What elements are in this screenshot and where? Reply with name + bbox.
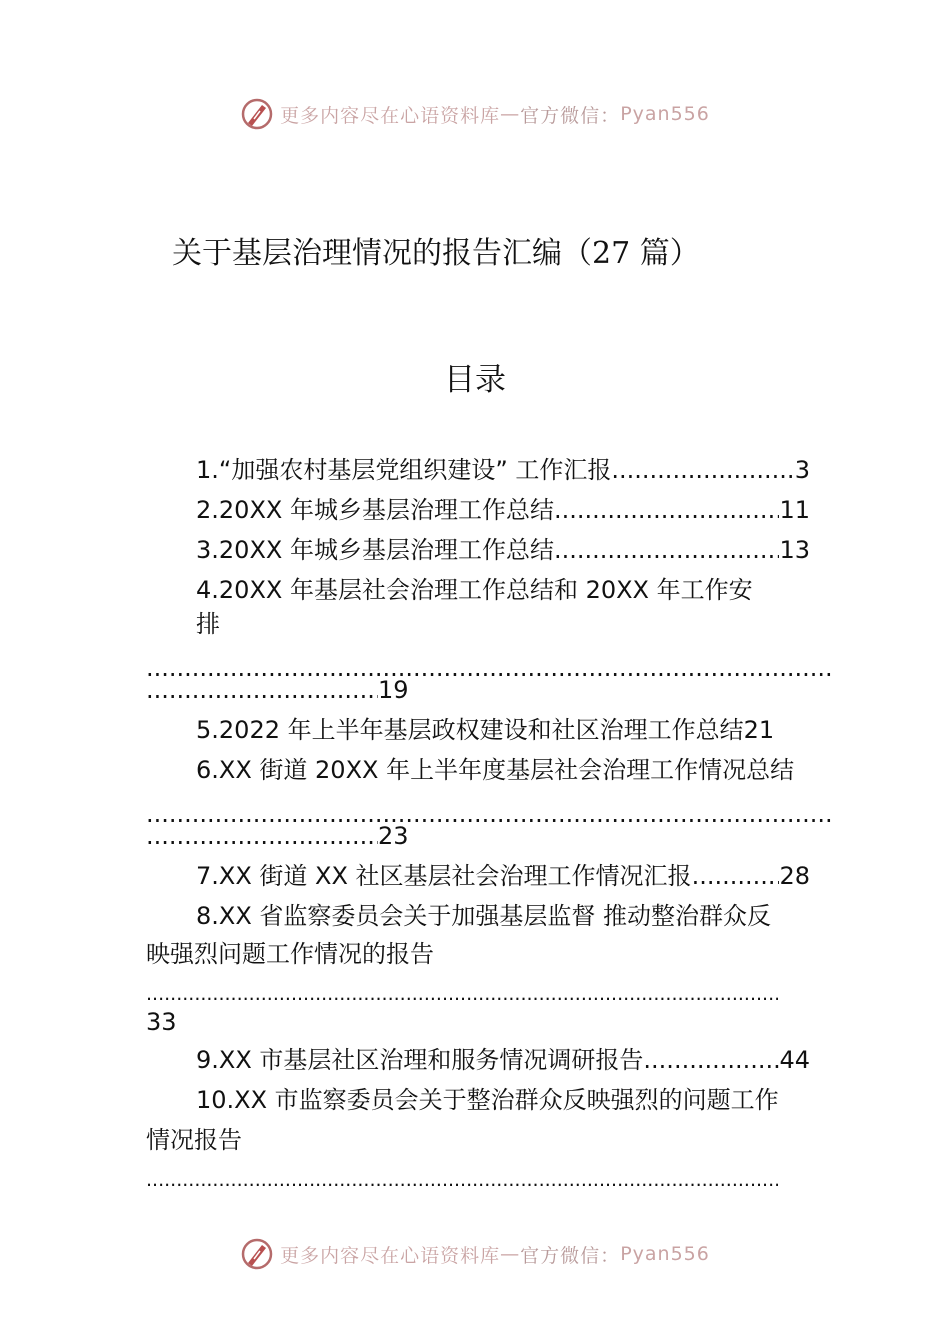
- toc-entry-text: 2.20XX 年城乡基层治理工作总结: [196, 496, 554, 524]
- toc-entry-page: 28: [779, 862, 810, 890]
- toc-entry[interactable]: [196, 714, 774, 746]
- toc-entry-page: 11: [779, 496, 810, 524]
- pen-logo-icon: [240, 1237, 274, 1271]
- toc-entry-page: 44: [779, 1046, 810, 1074]
- toc-leader: [611, 454, 794, 486]
- toc-entry-page: 3: [794, 456, 810, 484]
- toc-leader: [146, 820, 378, 852]
- watermark-separator: —: [500, 1243, 521, 1265]
- toc-leader: [554, 534, 780, 566]
- toc-leader: [692, 860, 780, 892]
- toc-entry[interactable]: [196, 534, 810, 566]
- toc-entry-page: 19: [378, 676, 409, 704]
- toc-entry-tail[interactable]: [146, 820, 409, 852]
- watermark-wechat: 官方微信：: [520, 1244, 621, 1267]
- watermark-text: 更多内容尽在心语资料库: [280, 104, 501, 127]
- toc-leader: [146, 674, 378, 706]
- watermark-id: Pyan556: [620, 1243, 710, 1265]
- toc-leader: [643, 1044, 779, 1076]
- toc-entry[interactable]: [196, 454, 810, 486]
- toc-entry-text: 5.2022 年上半年基层政权建设和社区治理工作总结: [196, 716, 744, 744]
- toc-entry-line2[interactable]: 排: [196, 610, 220, 638]
- watermark-id: Pyan556: [620, 103, 710, 125]
- pen-logo-icon: [240, 97, 274, 131]
- watermark-header: [0, 96, 950, 132]
- toc-entry-line1[interactable]: 6.XX 街道 20XX 年上半年度基层社会治理工作情况总结: [196, 756, 795, 784]
- toc-entry-text: 7.XX 街道 XX 社区基层社会治理工作情况汇报: [196, 862, 692, 890]
- toc-entry-tail[interactable]: [146, 674, 409, 706]
- toc-entry-text: 1.“加强农村基层党组织建设” 工作汇报: [196, 456, 612, 484]
- toc-heading: 目录: [444, 362, 506, 398]
- watermark-wechat: 官方微信：: [520, 104, 621, 127]
- toc-entry-line2[interactable]: 映强烈问题工作情况的报告: [146, 940, 434, 968]
- document-title: 关于基层治理情况的报告汇编（27 篇）: [172, 236, 700, 271]
- watermark-separator: —: [500, 103, 521, 125]
- toc-entry-page: 13: [779, 536, 810, 564]
- toc-entry[interactable]: [196, 860, 810, 892]
- toc-entry-text: 9.XX 市基层社区治理和服务情况调研报告: [196, 1046, 644, 1074]
- watermark-text: 更多内容尽在心语资料库: [280, 1244, 501, 1267]
- toc-entry[interactable]: [196, 1044, 810, 1076]
- toc-entry-line1[interactable]: 4.20XX 年基层社会治理工作总结和 20XX 年工作安: [196, 576, 753, 604]
- toc-entry-text: 3.20XX 年城乡基层治理工作总结: [196, 536, 554, 564]
- toc-entry-line1[interactable]: 10.XX 市监察委员会关于整治群众反映强烈的问题工作: [196, 1086, 779, 1114]
- toc-entry-page[interactable]: 33: [146, 1008, 177, 1036]
- toc-leader: [554, 494, 780, 526]
- toc-entry-line1[interactable]: 8.XX 省监察委员会关于加强基层监督 推动整治群众反: [196, 902, 772, 930]
- toc-entry[interactable]: [196, 494, 810, 526]
- toc-leader: [146, 1164, 778, 1196]
- toc-entry-line2[interactable]: 情况报告: [146, 1126, 242, 1154]
- toc-entry-page: 21: [743, 716, 775, 744]
- toc-entry-page: 23: [378, 822, 409, 850]
- toc-leader: [146, 978, 778, 1010]
- watermark-footer: [0, 1236, 950, 1272]
